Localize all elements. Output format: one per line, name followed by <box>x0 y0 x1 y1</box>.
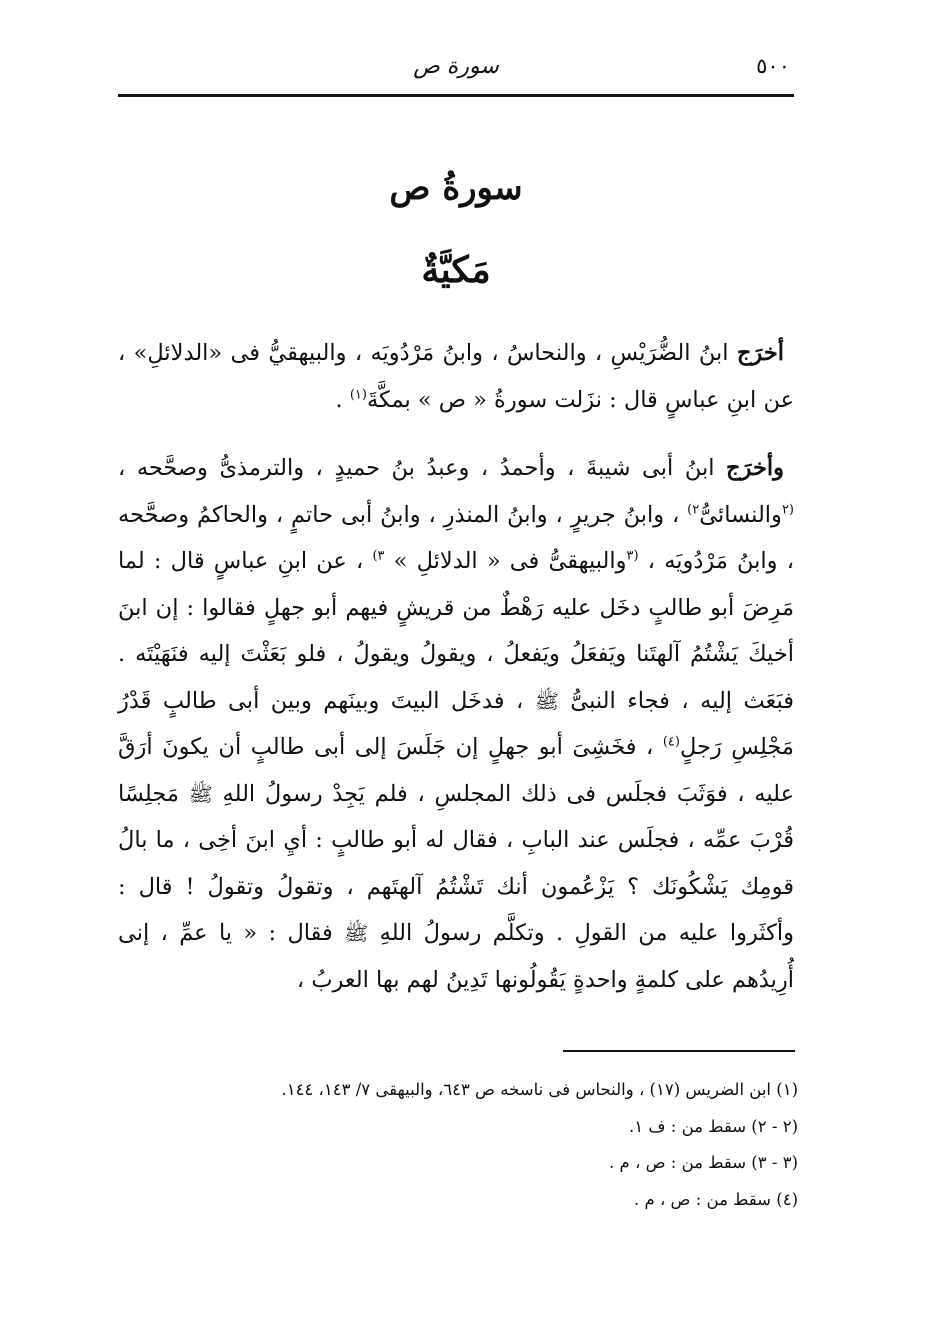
paragraph-text: . <box>335 386 350 413</box>
page-number: ٥٠٠ <box>756 54 790 78</box>
footnote-ref-3-open: (٣ <box>626 548 639 564</box>
paragraph-lead: وأخرَج <box>726 455 784 481</box>
surah-title: سورةُ ص <box>389 168 523 208</box>
revelation-type: مَكيَّةٌ <box>421 249 491 291</box>
paragraph-2 <box>118 445 794 1003</box>
footnote-ref-4: (٤) <box>662 734 680 750</box>
salawat-glyph: ﷺ <box>534 688 559 713</box>
salawat-glyph: ﷺ <box>188 781 213 806</box>
paragraph-text: والنسائىُّ <box>699 501 782 528</box>
paragraph-text: ، عن ابنِ عباسٍ قال : لما مَرِضَ أبو طالبٍ دخَل عليه رَهْطٌ من قريشٍ فيهم أبو جهلٍ فقالوا : إن ابنَ أخيكَ يَشْتُمُ آلهتَنا ويَفعَلُ ويَفعلُ ، ويقولُ ويقولُ ، فلو بَعَثْتَ إليه فنَهَيْتَه . فبَعَث إليه ، فجاء النبىُّ <box>118 548 794 714</box>
footnote-ref-1: (١) <box>349 387 367 402</box>
surah-heading <box>118 163 794 295</box>
paragraph-text: ، وابنُ جريرٍ ، وابنُ المنذرِ ، وابنُ أبى حاتمٍ ، والحاكمُ وصحَّحه ، وابنُ مَرْدُويَه ، <box>118 501 794 574</box>
footnote-ref-2-open: (٢ <box>781 502 794 517</box>
running-header <box>118 48 794 92</box>
salawat-glyph: ﷺ <box>344 921 369 945</box>
main-text <box>118 330 794 1003</box>
footnotes <box>118 1072 798 1218</box>
footnote-4: (٤) سقط من : ص ، م . <box>634 1189 798 1209</box>
paragraph-text: ، فدخَل البيتَ وبينَهم وبين أبى طالبٍ قَدْرُ مَجْلِسِ رَجلٍ <box>118 687 794 760</box>
header-rule <box>118 94 794 97</box>
paragraph-text: فقال : « يا عمِّ ، إنى أُرِيدُهم على كلمةٍ واحدةٍ يَقُولُونها تَدِينُ لهم بها العربُ ، <box>118 920 794 993</box>
footnote-3: (٣ - ٣) سقط من : ص ، م . <box>609 1153 798 1172</box>
paragraph-text: ابنُ الضُّرَيْسِ ، والنحاسُ ، وابنُ مَرْدُويَه ، والبيهقيُّ فى «الدلائلِ» ، عن ابنِ عباسٍ قال : نزَلت سورةُ « ص » بمكَّةَ <box>118 340 794 413</box>
footnote-rule <box>563 1050 795 1052</box>
paragraph-text: مَجلِسًا قُرْبَ عمِّه ، فجلَس عند البابِ ، فقال له أبو طالبٍ : أيِ ابنَ أخِى ، ما بالُ قومِك يَشْكُونَك ؟ يَزْعُمون أنك تَشْتُمُ آلهتَهم ، وتقولُ وتقولُ ! قال : وأكثَروا عليه من القولِ . وتكلَّم رسولُ اللهِ <box>118 780 794 946</box>
paragraph-1 <box>118 330 794 423</box>
paragraph-lead: أخرَج <box>736 340 784 366</box>
paragraph-text: والبيهقىُّ فى « الدلائلِ » <box>384 548 627 574</box>
footnote-ref-3-close: ٣) <box>372 548 385 564</box>
footnote-2: (٢ - ٢) سقط من : ف ١. <box>629 1116 798 1136</box>
footnote-1: (١) ابن الضريس (١٧) ، والنحاس فى ناسخه ص ٦٤٣، والبيهقى ٧/ ١٤٣، ١٤٤. <box>281 1080 798 1099</box>
paragraph-text: ابنُ أبى شيبةَ ، وأحمدُ ، وعبدُ بنُ حميدٍ ، والترمذىُّ وصحَّحه ، <box>118 455 727 481</box>
running-title: سورة ص <box>413 54 499 79</box>
footnote-ref-2-close: ٢) <box>687 502 700 517</box>
paragraph-text: ، فخَشِىَ أبو جهلٍ إن جَلَسَ إلى أبى طالبٍ أن يكونَ أرَقَّ عليه ، فوَثَبَ فجلَس فى ذلك المجلسِ ، فلم يَجِدْ رسولُ اللهِ <box>118 734 794 807</box>
